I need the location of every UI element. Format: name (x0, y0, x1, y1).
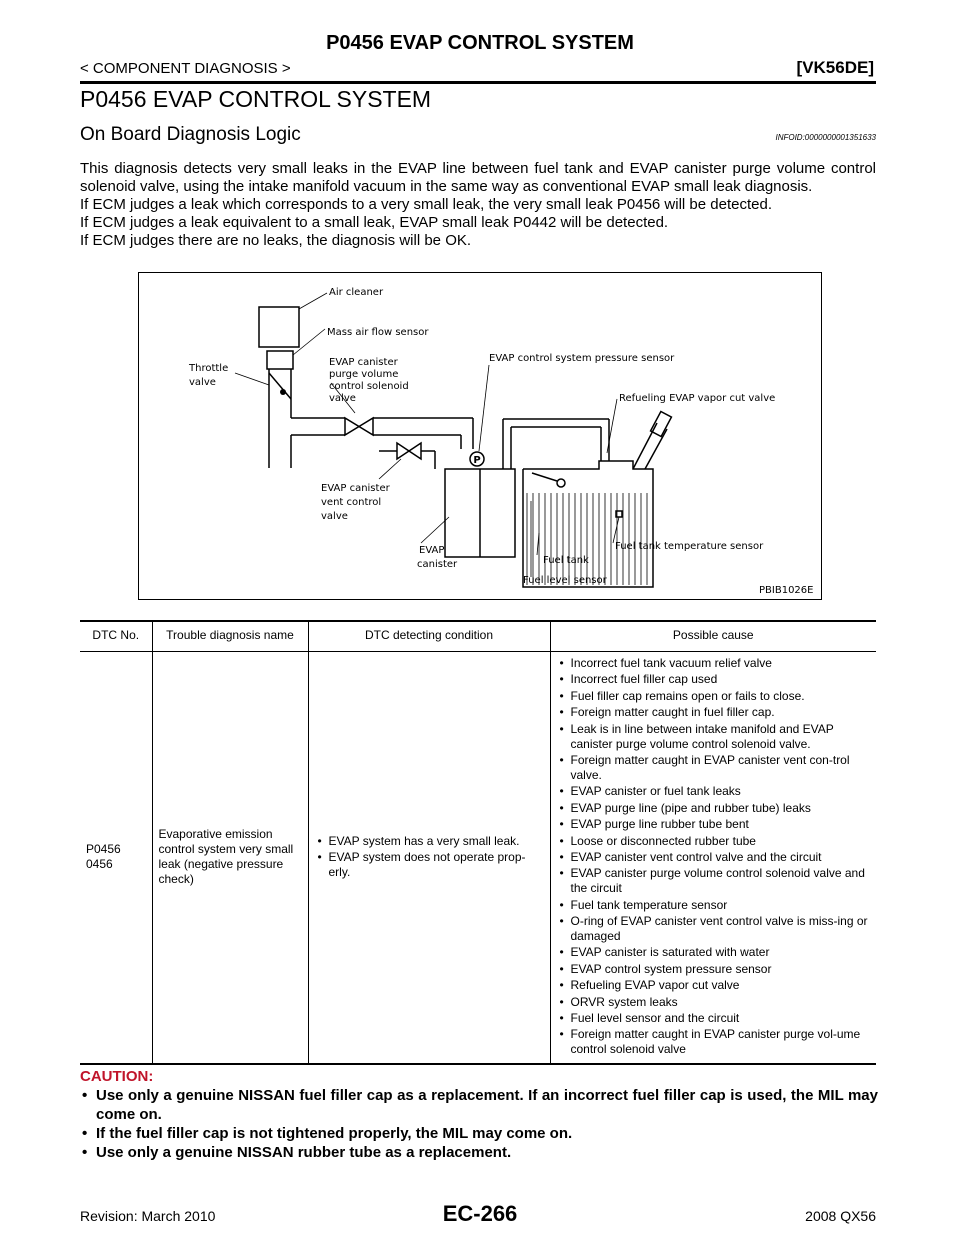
list-item: • EVAP purge line (pipe and rubber tube) leaks (557, 801, 871, 816)
list-item: • EVAP control system pressure sensor (557, 962, 871, 977)
cell-trouble-name: Evaporative emission control system very small leak (negative pressure check) (152, 652, 308, 1064)
label-vent-valve: valve (321, 511, 348, 522)
col-trouble-name: Trouble diagnosis name (152, 621, 308, 652)
header-rule (80, 81, 876, 84)
caution-item: • If the fuel filler cap is not tightened properly, the MIL may come on. (80, 1124, 878, 1143)
dtc-code: 0456 (86, 857, 113, 872)
label-fuel-tank: Fuel tank (543, 555, 589, 566)
evap-system-diagram (138, 272, 822, 600)
list-item: • EVAP purge line rubber tube bent (557, 817, 871, 832)
level-float (557, 479, 565, 487)
intro-line: If ECM judges a leak equivalent to a small leak, EVAP small leak P0442 will be detected. (80, 214, 669, 231)
vent-valve-left (397, 443, 409, 459)
list-item: • Foreign matter caught in fuel filler cap. (557, 705, 871, 720)
list-item: • Fuel tank temperature sensor (557, 898, 871, 913)
list-item: • Refueling EVAP vapor cut valve (557, 978, 871, 993)
label-air-cleaner: Air cleaner (329, 287, 384, 298)
list-item: • O-ring of EVAP canister vent control valve is miss-ing or damaged (557, 914, 871, 944)
list-item: • Foreign matter caught in EVAP canister purge vol-ume control solenoid valve (557, 1027, 871, 1057)
section-title: On Board Diagnosis Logic (80, 124, 301, 145)
caution-title: CAUTION: (80, 1068, 154, 1085)
diagram-svg (139, 273, 821, 599)
list-item: • EVAP canister or fuel tank leaks (557, 784, 871, 799)
label-fuel-temp: Fuel tank temperature sensor (615, 541, 764, 552)
label-purge-valve: valve (329, 393, 356, 404)
list-item: • EVAP system has a very small leak. (315, 834, 544, 849)
list-item: • EVAP canister purge volume control solenoid valve and the circuit (557, 866, 871, 896)
fuel-tank-shape (523, 461, 653, 587)
list-item: • Leak is in line between intake manifold and EVAP canister purge volume control solenoid valve. (557, 722, 871, 752)
label-fuel-level: Fuel level sensor (523, 575, 607, 586)
intro-line: If ECM judges there are no leaks, the diagnosis will be OK. (80, 232, 472, 249)
vent-valve-right (409, 443, 421, 459)
label-maf: Mass air flow sensor (327, 327, 429, 338)
col-dtc-no: DTC No. (80, 621, 152, 652)
intro-line: This diagnosis detects very small leaks in the EVAP line between fuel tank and EVAP canister purge volume control solenoid valve, using the intake manifold vacuum in the same way as conventional EVAP small leak diagnosis. (80, 160, 876, 195)
label-throttle: Throttle (189, 363, 229, 374)
list-item: • EVAP canister is saturated with water (557, 945, 871, 960)
list-item: • Foreign matter caught in EVAP canister vent con-trol valve. (557, 753, 871, 783)
throttle-plate (269, 373, 291, 399)
condition-list (315, 834, 544, 880)
list-item: • Incorrect fuel filler cap used (557, 672, 871, 687)
engine-code: [VK56DE] (796, 58, 874, 77)
page-number: EC-266 (442, 1201, 518, 1226)
page-header-title: P0456 EVAP CONTROL SYSTEM (326, 32, 634, 54)
cell-cause (550, 652, 876, 1064)
caution-item: • Use only a genuine NISSAN fuel filler cap as a replacement. If an incorrect fuel filler cap is used, the MIL may come on. (80, 1086, 878, 1124)
dtc-code: P0456 (86, 842, 121, 857)
footer-model: 2008 QX56 (805, 1208, 876, 1224)
table-row (80, 652, 876, 1064)
caution-list (80, 1086, 878, 1162)
label-purge-valve: control solenoid (329, 381, 409, 392)
list-item: • EVAP canister vent control valve and the circuit (557, 850, 871, 865)
diagram-code: PBIB1026E (759, 585, 814, 596)
filler-cap-shape (651, 411, 672, 436)
label-canister: EVAP (419, 545, 445, 556)
list-item: • ORVR system leaks (557, 995, 871, 1010)
label-pressure-sensor: EVAP control system pressure sensor (489, 353, 675, 364)
cause-list (557, 656, 871, 1057)
footer-revision: Revision: March 2010 (80, 1208, 216, 1224)
throttle-pivot (280, 389, 286, 395)
section-breadcrumb: < COMPONENT DIAGNOSIS > (80, 60, 291, 77)
purge-valve-left (345, 418, 359, 435)
label-refueling-valve: Refueling EVAP vapor cut valve (619, 393, 776, 404)
label-vent-valve: vent control (321, 497, 382, 508)
col-cause: Possible cause (550, 621, 876, 652)
purge-valve-right (359, 418, 373, 435)
list-item: • Fuel level sensor and the circuit (557, 1011, 871, 1026)
label-purge-valve: purge volume (329, 369, 399, 380)
col-condition: DTC detecting condition (308, 621, 550, 652)
list-item: • Fuel filler cap remains open or fails to close. (557, 689, 871, 704)
list-item: • Loose or disconnected rubber tube (557, 834, 871, 849)
cell-dtc-no (80, 652, 152, 1064)
list-item: • EVAP system does not operate prop-erly. (315, 850, 544, 880)
list-item: • Incorrect fuel tank vacuum relief valve (557, 656, 871, 671)
dtc-table (80, 620, 876, 1065)
label-purge-valve: EVAP canister (329, 357, 398, 368)
label-throttle: valve (189, 377, 216, 388)
caution-item: • Use only a genuine NISSAN rubber tube as a replacement. (80, 1143, 878, 1162)
info-id: INFOID:0000000001351633 (775, 133, 876, 142)
label-vent-valve: EVAP canister (321, 483, 390, 494)
page-title: P0456 EVAP CONTROL SYSTEM (80, 86, 432, 112)
table-header-row (80, 621, 876, 652)
intro-paragraph (80, 160, 876, 250)
cell-condition (308, 652, 550, 1064)
intro-line: If ECM judges a leak which corresponds to a very small leak, the very small leak P0456 will be detected. (80, 196, 772, 213)
maf-sensor-shape (267, 351, 293, 369)
label-canister: canister (417, 559, 458, 570)
air-cleaner-shape (259, 307, 299, 347)
pressure-sensor-mark: P (473, 455, 481, 466)
